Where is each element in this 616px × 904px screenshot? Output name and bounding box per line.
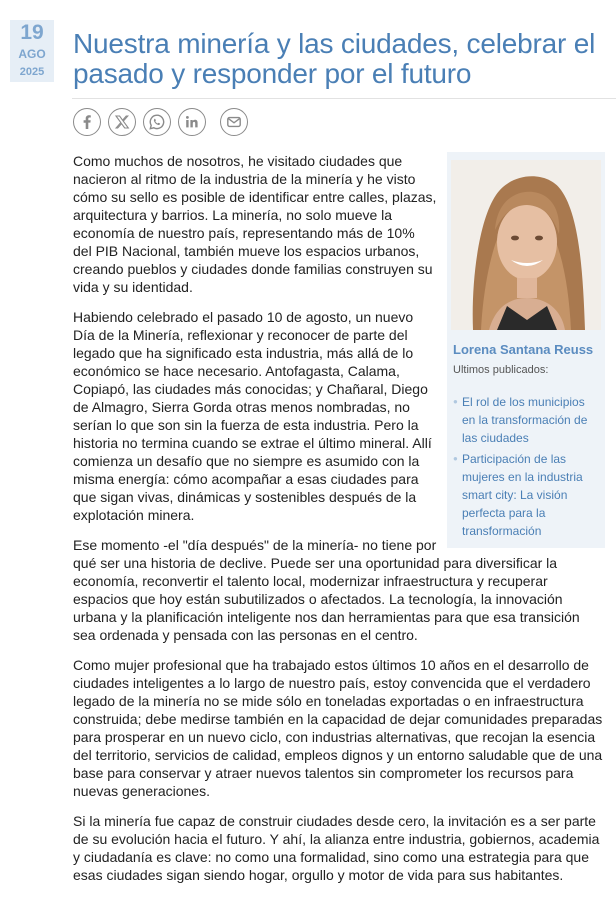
article-paragraph: Como mujer profesional que ha trabajado estos últimos 10 años en el desarrollo de ciudades inteligentes a lo largo de nuestro país, estoy convencida que el verdadero legado de la minería no se mide sólo en toneladas exportadas o en infraestructura construida; debe medirse también en la capacidad de dejar comunidades preparadas para prosperar en un nuevo ciclo, con industrias alternativas, que recojan la esencia del territorio, servicios de calidad, empleos dignos y un entorno saludable que de una base para conservar y atraer nuevos talentos sin comprometer los recursos para nuevas generaciones. — [73, 657, 603, 799]
date-day: 19 — [20, 21, 44, 44]
mail-icon — [226, 114, 242, 130]
article-body — [73, 152, 603, 884]
bullet-icon: ● — [453, 454, 458, 463]
share-x-button[interactable] — [108, 108, 136, 136]
linkedin-icon — [184, 114, 200, 130]
date-year: 2025 — [19, 66, 45, 78]
latest-post-link[interactable]: Participación de las mujeres en la industria smart city: La visión perfecta para la transformación — [462, 452, 583, 538]
share-whatsapp-button[interactable] — [143, 108, 171, 136]
share-facebook-button[interactable] — [73, 108, 101, 136]
x-icon — [114, 114, 130, 130]
article-title: Nuestra minería y las ciudades, celebrar el pasado y responder por el futuro — [73, 28, 596, 89]
latest-posts-label: Ultimos publicados: — [453, 364, 549, 376]
whatsapp-icon — [148, 113, 166, 131]
date-month: AGO — [18, 47, 46, 61]
title-divider — [72, 98, 616, 99]
facebook-icon — [79, 114, 95, 130]
latest-post-item — [453, 393, 601, 447]
latest-posts-list — [447, 393, 605, 540]
share-email-button[interactable] — [220, 108, 248, 136]
share-bar — [73, 108, 255, 138]
author-photo — [451, 160, 601, 330]
author-portrait — [451, 160, 601, 330]
article-paragraph: Habiendo celebrado el pasado 10 de agosto, un nuevo Día de la Minería, reflexionar y reconocer de parte del legado que ha significado esta industria, más allá de lo económico se hace necesario. Antofagasta, Calama, Copiapó, las ciudades más conocidas; y Chañaral, Diego de Almagro, Sierra Gorda otras menos nombradas, no serían lo que son sin la fuerza de esta industria. Pero la historia no termina cuando se extrae el último mineral. Allí comienza un desafío que no siempre es asumido con la misma energía: cómo acompañar a esas ciudades para que sigan vivas, dinámicas y sostenibles después de la explotación minera. — [73, 309, 432, 523]
article-paragraph: Si la minería fue capaz de construir ciudades desde cero, la invitación es a ser parte de su evolución hacia el futuro. Y ahí, la alianza entre industria, gobiernos, academia y ciudadanía es clave: no como una formalidad, sino como una estrategia para que esas ciudades sigan siendo hogar, orgullo y motor de vida para sus habitantes. — [73, 813, 600, 883]
share-linkedin-button[interactable] — [178, 108, 206, 136]
bullet-icon: ● — [453, 397, 458, 406]
article-paragraph: Como muchos de nosotros, he visitado ciudades que nacieron al ritmo de la industria de la minería y he visto cómo su sello es posible de identificar entre calles, plazas, arquitectura y barrios. La minería, no solo mueve la economía de nuestro país, representando más de 10% del PIB Nacional, también mueve los espacios urbanos, creando pueblos y ciudades donde familias construyen su vida y su identidad. — [73, 153, 437, 295]
article-paragraph: Ese momento -el "día después" de la minería- no tiene por qué ser una historia de declive. Puede ser una oportunidad para diversificar la economía, reconvertir el talento local, modernizar infraestructura y recuperar espacios que hoy están subutilizados o afectados. La tecnología, la innovación urbana y la planificación inteligente nos dan herramientas para que esa transición sea ordenada y pensada con las personas en el centro. — [73, 537, 580, 643]
author-sidebar — [447, 152, 605, 548]
date-badge — [10, 20, 54, 82]
latest-post-link[interactable]: El rol de los municipios en la transformación de las ciudades — [462, 395, 588, 445]
author-name[interactable]: Lorena Santana Reuss — [453, 342, 594, 357]
latest-post-item — [453, 450, 601, 540]
